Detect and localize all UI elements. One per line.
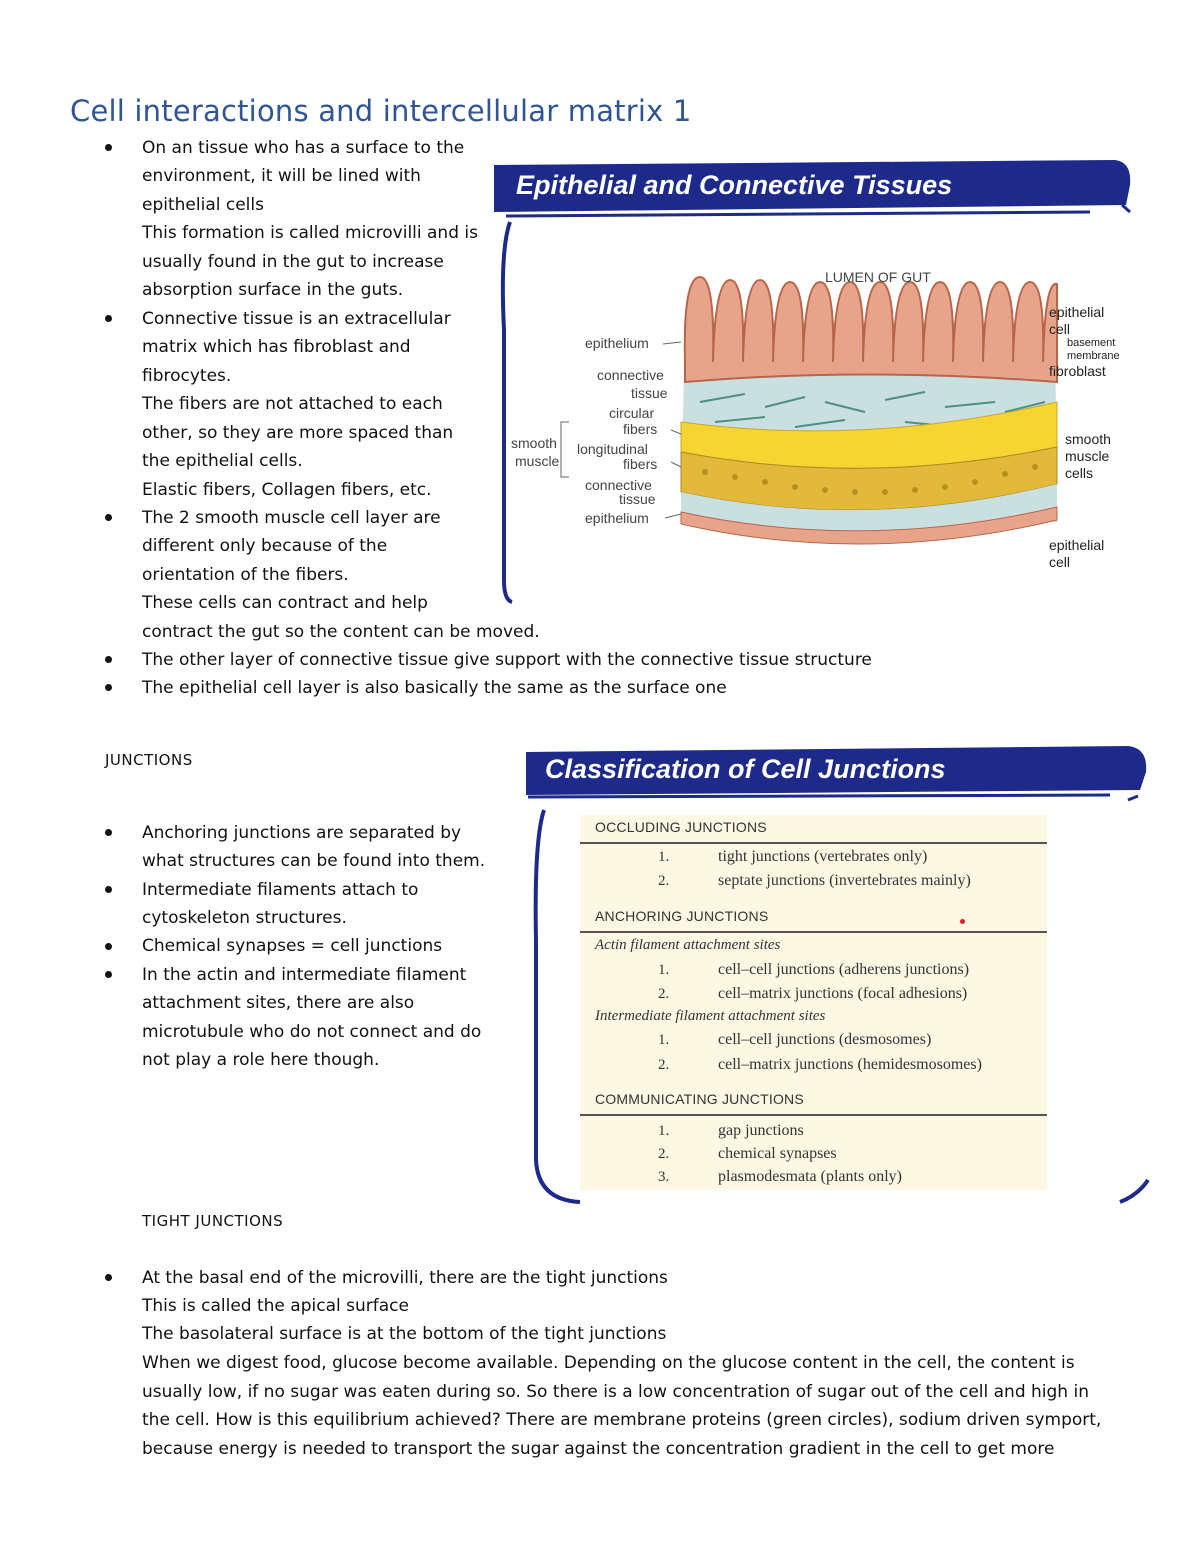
actin-subheading: Actin filament attachment sites — [595, 937, 781, 953]
label-epithelium-top: epithelium — [585, 335, 649, 351]
text-line: contract the gut so the content can be moved. — [142, 622, 540, 642]
text-line: In the actin and intermediate filament — [142, 965, 467, 985]
label-connective-1: connective — [597, 367, 664, 383]
text-line: the cell. How is this equilibrium achieved? There are membrane proteins (green circles), sodium driven symport, — [142, 1410, 1102, 1430]
banner-underline-2 — [528, 795, 1110, 797]
label-smooth-muscle-cells-1: smooth — [1065, 431, 1111, 447]
label-connective-2: tissue — [631, 385, 668, 401]
label-epithelium-bottom: epithelium — [585, 510, 649, 526]
text-line: The 2 smooth muscle cell layer are — [142, 508, 441, 528]
communicating-heading: COMMUNICATING JUNCTIONS — [595, 1091, 804, 1107]
bullet — [105, 943, 112, 950]
table-item: gap junctions — [718, 1122, 804, 1139]
item-number: 2. — [658, 1057, 670, 1073]
text-line: Intermediate filaments attach to — [142, 880, 419, 900]
text-line: fibrocytes. — [142, 366, 232, 386]
bullet — [105, 514, 112, 521]
label-longitudinal-1: longitudinal — [577, 441, 648, 457]
occluding-heading: OCCLUDING JUNCTIONS — [595, 819, 767, 835]
figure-title-2: Classification of Cell Junctions — [545, 754, 946, 784]
text-line: orientation of the fibers. — [142, 565, 349, 585]
bullet — [105, 886, 112, 893]
table-item: cell–matrix junctions (focal adhesions) — [718, 985, 968, 1002]
label-fibroblast: fibroblast — [1049, 363, 1106, 379]
rule — [580, 931, 1047, 933]
junctions-heading: JUNCTIONS — [105, 751, 193, 769]
table-item: cell–matrix junctions (hemidesmosomes) — [718, 1056, 982, 1073]
item-number: 2. — [658, 986, 670, 1002]
frame-right-corner-2 — [1120, 1180, 1148, 1202]
table-item: chemical synapses — [718, 1145, 837, 1162]
label-smooth-muscle-left-1: smooth — [511, 435, 557, 451]
label-connective-bottom-2: tissue — [619, 491, 656, 507]
item-number: 1. — [658, 1032, 670, 1048]
table-item: cell–cell junctions (adherens junctions) — [718, 961, 970, 978]
text-line: This is called the apical surface — [142, 1296, 409, 1316]
frame-corner-2 — [1128, 796, 1138, 800]
text-line: matrix which has fibroblast and — [142, 337, 411, 357]
text-line: other, so they are more spaced than — [142, 423, 454, 443]
label-epithelial-cell-top-1: epithelial — [1049, 304, 1105, 320]
label-circular-1: circular — [609, 405, 655, 421]
label-circular-2: fibers — [623, 421, 658, 437]
item-number: 3. — [658, 1169, 670, 1185]
text-line: When we digest food, glucose become available. Depending on the glucose content in the cell, the content is — [142, 1353, 1075, 1373]
bullet — [105, 684, 112, 691]
table-item: cell–cell junctions (desmosomes) — [718, 1031, 932, 1048]
text-line: At the basal end of the microvilli, there are the tight junctions — [142, 1268, 668, 1288]
anchoring-heading: ANCHORING JUNCTIONS — [595, 908, 769, 924]
intermediate-subheading: Intermediate filament attachment sites — [595, 1008, 826, 1024]
tight-junctions-heading: TIGHT JUNCTIONS — [142, 1212, 284, 1230]
table-item: tight junctions (vertebrates only) — [718, 848, 928, 865]
text-line: absorption surface in the guts. — [142, 280, 404, 300]
frame-corner — [1122, 205, 1130, 212]
bullet — [105, 971, 112, 978]
text-line: different only because of the — [142, 536, 388, 556]
text-line: Chemical synapses = cell junctions — [142, 936, 443, 956]
text-line: cytoskeleton structures. — [142, 908, 347, 928]
item-number: 2. — [658, 1146, 670, 1162]
label-longitudinal-2: fibers — [623, 456, 658, 472]
text-line: Elastic fibers, Collagen fibers, etc. — [142, 480, 432, 500]
label-epithelial-cell-bottom-2: cell — [1049, 554, 1071, 570]
item-number: 1. — [658, 962, 670, 978]
item-number: 2. — [658, 873, 670, 889]
figure-title: Epithelial and Connective Tissues — [516, 170, 953, 200]
label-epithelial-cell-top-2: cell — [1049, 321, 1071, 337]
label-epithelial-cell-bottom-1: epithelial — [1049, 537, 1105, 553]
text-line: On an tissue who has a surface to the — [142, 138, 465, 158]
text-line: environment, it will be lined with — [142, 166, 421, 186]
text-line: These cells can contract and help — [142, 593, 428, 613]
junction-table — [580, 815, 1047, 1190]
label-basement-2: membrane — [1067, 350, 1120, 362]
text-line: The basolateral surface is at the bottom of the tight junctions — [142, 1324, 667, 1344]
bullet — [105, 656, 112, 663]
text-line: usually found in the gut to increase — [142, 252, 444, 272]
label-smooth-muscle-left-2: muscle — [515, 453, 560, 469]
text-line: Connective tissue is an extracellular — [142, 309, 451, 329]
bullet — [105, 829, 112, 836]
banner-underline — [506, 212, 1090, 216]
text-line: Anchoring junctions are separated by — [142, 823, 462, 843]
text-line: what structures can be found into them. — [142, 851, 486, 871]
text-line: The other layer of connective tissue give support with the connective tissue structure — [142, 650, 872, 670]
label-smooth-muscle-cells-2: muscle — [1065, 448, 1110, 464]
bullet — [105, 144, 112, 151]
item-number: 1. — [658, 1123, 670, 1139]
item-number: 1. — [658, 849, 670, 865]
label-basement-1: basement — [1067, 337, 1116, 349]
red-dot-mark — [960, 919, 965, 924]
text-line: attachment sites, there are also — [142, 993, 415, 1013]
text-line: microtubule who do not connect and do — [142, 1022, 482, 1042]
text-line: usually low, if no sugar was eaten during so. So there is a low concentration of sugar out of the cell and high in — [142, 1382, 1089, 1402]
frame-left-edge-2 — [536, 810, 580, 1202]
text-line: because energy is needed to transport the sugar against the concentration gradient in the cell to get more — [142, 1439, 1055, 1459]
table-item: plasmodesmata (plants only) — [718, 1168, 902, 1185]
text-line: not play a role here though. — [142, 1050, 380, 1070]
label-lumen: LUMEN OF GUT — [825, 269, 931, 285]
text-line: This formation is called microvilli and is — [142, 223, 478, 243]
text-line: epithelial cells — [142, 195, 264, 215]
text-line: The fibers are not attached to each — [142, 394, 443, 414]
label-smooth-muscle-cells-3: cells — [1065, 465, 1094, 481]
bullet — [105, 315, 112, 322]
bullet — [105, 1274, 112, 1281]
text-line: The epithelial cell layer is also basically the same as the surface one — [142, 678, 727, 698]
page-title: Cell interactions and intercellular matrix 1 — [70, 94, 692, 128]
text-line: the epithelial cells. — [142, 451, 303, 471]
gut-wall-diagram — [505, 262, 1145, 582]
epithelial-villi — [685, 277, 1057, 382]
label-connective-bottom-1: connective — [585, 477, 652, 493]
table-item: septate junctions (invertebrates mainly) — [718, 872, 971, 889]
rule — [580, 842, 1047, 844]
rule — [580, 1114, 1047, 1116]
